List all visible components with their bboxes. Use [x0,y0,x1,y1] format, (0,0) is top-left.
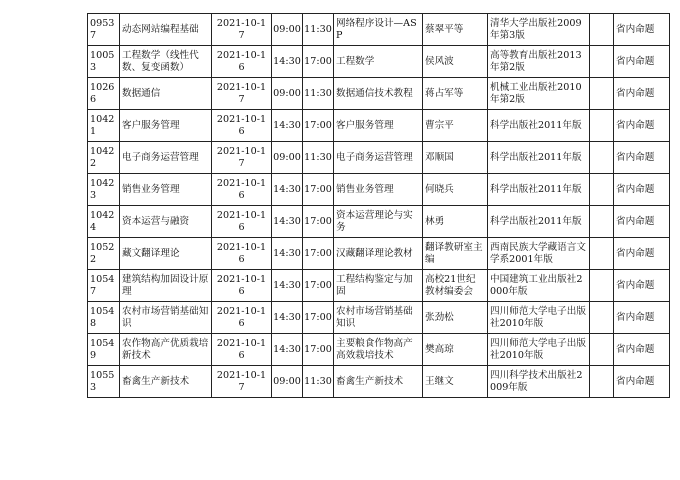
publisher-cell: 科学出版社2011年版 [488,142,590,174]
exam-date-cell: 2021-10-16 [212,238,272,270]
author-cell: 王继文 [423,366,488,398]
start-time-cell: 14:30 [272,206,303,238]
textbook-cell: 农村市场营销基础知识 [334,302,423,334]
course-code-cell: 10422 [88,142,120,174]
table-row [88,366,670,398]
empty-cell [590,238,614,270]
end-time-cell: 17:00 [303,206,334,238]
publisher-cell: 西南民族大学藏语言文学系2001年版 [488,238,590,270]
course-code-cell: 10548 [88,302,120,334]
textbook-cell: 主要粮食作物高产高效栽培技术 [334,334,423,366]
publisher-cell: 科学出版社2011年版 [488,206,590,238]
proposition-note-cell: 省内命题 [614,110,670,142]
course-code-cell: 10553 [88,366,120,398]
proposition-note-cell: 省内命题 [614,78,670,110]
textbook-cell: 网络程序设计—ASP [334,14,423,46]
end-time-cell: 17:00 [303,110,334,142]
publisher-cell: 机械工业出版社2010年第2版 [488,78,590,110]
exam-date-cell: 2021-10-17 [212,78,272,110]
publisher-cell: 高等教育出版社2013年第2版 [488,46,590,78]
start-time-cell: 09:00 [272,142,303,174]
course-code-cell: 10266 [88,78,120,110]
publisher-cell: 科学出版社2011年版 [488,174,590,206]
end-time-cell: 17:00 [303,270,334,302]
table-row [88,334,670,366]
author-cell: 翻译教研室主编 [423,238,488,270]
course-name-cell: 畜禽生产新技术 [120,366,212,398]
exam-date-cell: 2021-10-17 [212,366,272,398]
textbook-cell: 客户服务管理 [334,110,423,142]
exam-date-cell: 2021-10-17 [212,142,272,174]
course-code-cell: 10053 [88,46,120,78]
proposition-note-cell: 省内命题 [614,142,670,174]
empty-cell [590,174,614,206]
publisher-cell: 清华大学出版社2009年第3版 [488,14,590,46]
end-time-cell: 11:30 [303,366,334,398]
course-name-cell: 销售业务管理 [120,174,212,206]
author-cell: 林勇 [423,206,488,238]
proposition-note-cell: 省内命题 [614,366,670,398]
textbook-cell: 工程数学 [334,46,423,78]
publisher-cell: 四川科学技术出版社2009年版 [488,366,590,398]
table-row [88,238,670,270]
empty-cell [590,110,614,142]
textbook-cell: 数据通信技术教程 [334,78,423,110]
author-cell: 樊高琼 [423,334,488,366]
exam-date-cell: 2021-10-16 [212,46,272,78]
textbook-cell: 汉藏翻译理论教材 [334,238,423,270]
course-name-cell: 电子商务运营管理 [120,142,212,174]
empty-cell [590,142,614,174]
empty-cell [590,46,614,78]
author-cell: 蒋占军等 [423,78,488,110]
textbook-cell: 电子商务运营管理 [334,142,423,174]
start-time-cell: 09:00 [272,78,303,110]
proposition-note-cell: 省内命题 [614,302,670,334]
publisher-cell: 中国建筑工业出版社2000年版 [488,270,590,302]
end-time-cell: 17:00 [303,334,334,366]
table-row [88,206,670,238]
proposition-note-cell: 省内命题 [614,334,670,366]
author-cell: 张劲松 [423,302,488,334]
end-time-cell: 17:00 [303,238,334,270]
course-code-cell: 10421 [88,110,120,142]
course-name-cell: 建筑结构加固设计原理 [120,270,212,302]
empty-cell [590,78,614,110]
author-cell: 蔡翠平等 [423,14,488,46]
empty-cell [590,334,614,366]
publisher-cell: 四川师范大学电子出版社2010年版 [488,302,590,334]
end-time-cell: 11:30 [303,14,334,46]
proposition-note-cell: 省内命题 [614,46,670,78]
start-time-cell: 14:30 [272,334,303,366]
course-name-cell: 工程数学（线性代数、复变函数） [120,46,212,78]
empty-cell [590,270,614,302]
course-code-cell: 10424 [88,206,120,238]
course-name-cell: 藏文翻译理论 [120,238,212,270]
course-code-cell: 10522 [88,238,120,270]
exam-date-cell: 2021-10-16 [212,174,272,206]
textbook-cell: 工程结构鉴定与加固 [334,270,423,302]
exam-date-cell: 2021-10-16 [212,334,272,366]
table-row [88,110,670,142]
table-body [88,14,670,398]
exam-date-cell: 2021-10-16 [212,270,272,302]
course-name-cell: 数据通信 [120,78,212,110]
exam-date-cell: 2021-10-16 [212,110,272,142]
start-time-cell: 14:30 [272,270,303,302]
start-time-cell: 14:30 [272,302,303,334]
table-row [88,270,670,302]
course-code-cell: 10549 [88,334,120,366]
start-time-cell: 14:30 [272,110,303,142]
end-time-cell: 11:30 [303,142,334,174]
textbook-cell: 销售业务管理 [334,174,423,206]
exam-schedule-table [87,13,670,398]
proposition-note-cell: 省内命题 [614,14,670,46]
author-cell: 曹宗平 [423,110,488,142]
proposition-note-cell: 省内命题 [614,174,670,206]
course-name-cell: 客户服务管理 [120,110,212,142]
author-cell: 何晓兵 [423,174,488,206]
author-cell: 邓顺国 [423,142,488,174]
course-code-cell: 10547 [88,270,120,302]
start-time-cell: 09:00 [272,14,303,46]
exam-date-cell: 2021-10-16 [212,302,272,334]
table-row [88,174,670,206]
course-name-cell: 资本运营与融资 [120,206,212,238]
end-time-cell: 17:00 [303,174,334,206]
proposition-note-cell: 省内命题 [614,270,670,302]
publisher-cell: 科学出版社2011年版 [488,110,590,142]
table-row [88,78,670,110]
course-name-cell: 动态网站编程基础 [120,14,212,46]
proposition-note-cell: 省内命题 [614,206,670,238]
course-name-cell: 农村市场营销基础知识 [120,302,212,334]
author-cell: 侯风波 [423,46,488,78]
table-row [88,142,670,174]
exam-date-cell: 2021-10-16 [212,206,272,238]
start-time-cell: 14:30 [272,238,303,270]
course-code-cell: 10423 [88,174,120,206]
exam-date-cell: 2021-10-17 [212,14,272,46]
start-time-cell: 14:30 [272,46,303,78]
end-time-cell: 17:00 [303,302,334,334]
table-row [88,14,670,46]
course-name-cell: 农作物高产优质栽培新技术 [120,334,212,366]
textbook-cell: 畜禽生产新技术 [334,366,423,398]
empty-cell [590,14,614,46]
course-code-cell: 09537 [88,14,120,46]
empty-cell [590,302,614,334]
empty-cell [590,366,614,398]
table-row [88,302,670,334]
table-row [88,46,670,78]
proposition-note-cell: 省内命题 [614,238,670,270]
start-time-cell: 14:30 [272,174,303,206]
textbook-cell: 资本运营理论与实务 [334,206,423,238]
end-time-cell: 11:30 [303,78,334,110]
empty-cell [590,206,614,238]
author-cell: 高校21世纪教材编委会 [423,270,488,302]
end-time-cell: 17:00 [303,46,334,78]
start-time-cell: 09:00 [272,366,303,398]
publisher-cell: 四川师范大学电子出版社2010年版 [488,334,590,366]
